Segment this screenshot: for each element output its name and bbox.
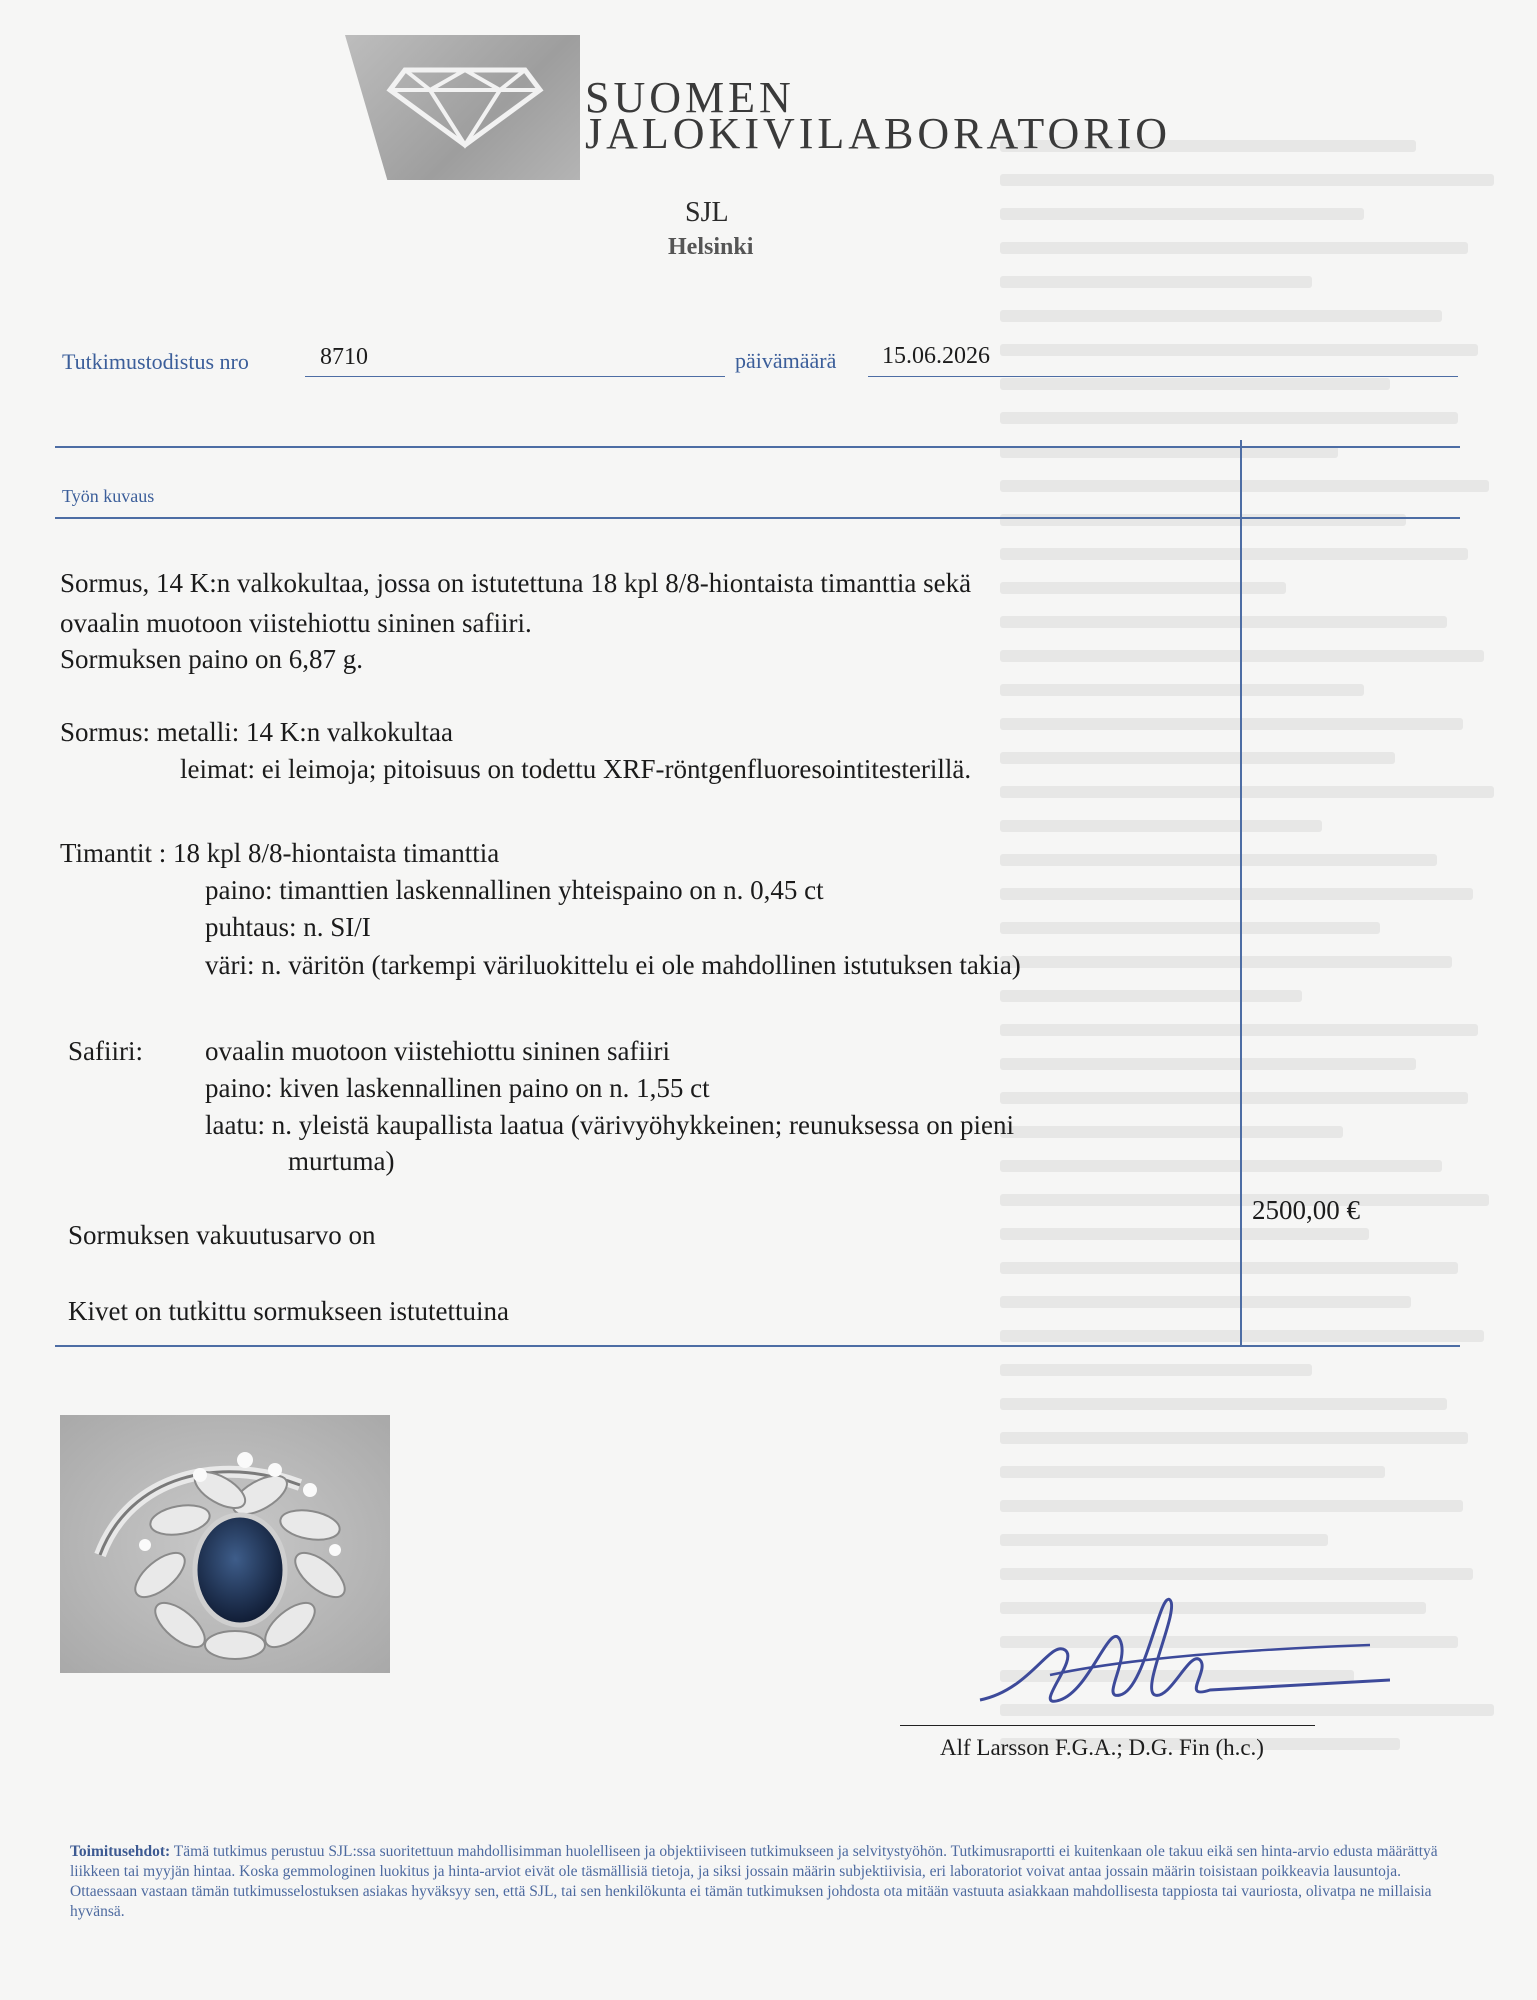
signer-name: Alf Larsson F.G.A.; D.G. Fin (h.c.) xyxy=(940,1735,1264,1760)
column-divider xyxy=(1240,440,1242,1346)
sapphire-quality: laatu: n. yleistä kaupallista laatua (värivyöhykkeinen; reunuksessa on pieni xyxy=(205,1110,1015,1140)
sapphire-quality-cont: murtuma) xyxy=(288,1146,395,1176)
org-name-line2: JALOKIVILABORATORIO xyxy=(585,109,1172,158)
diamonds-weight: paino: timanttien laskennallinen yhteispaino on n. 0,45 ct xyxy=(205,875,824,905)
sapphire-cut: ovaalin muotoon viistehiottu sininen safiiri xyxy=(205,1036,670,1066)
terms-text-2: Ottaessaan vastaan tämän tutkimusselostuksen asiakas hyväksyy sen, että SJL, tai sen henkilökunta ei tämän tutkimuksen johdosta ota mitään vastuuta asiakkaan mahdollisesta tappiosta tai vauriosta, olivatpa ne millaisia hyvänsä. xyxy=(70,1883,1432,1920)
signature-mark xyxy=(970,1580,1390,1730)
stones-note: Kivet on tutkittu sormukseen istutettuina xyxy=(68,1296,509,1326)
org-name-line1: SUOMEN xyxy=(585,73,795,122)
table-bottom-rule xyxy=(55,1345,1460,1347)
intro-line-2: ovaalin muotoon viistehiottu sininen safiiri. xyxy=(60,608,532,638)
insurance-value: 2500,00 € xyxy=(1252,1195,1360,1225)
work-description-label: Työn kuvaus xyxy=(62,486,155,506)
diamonds-color: väri: n. väritön (tarkempi väriluokittelu ei ole mahdollinen istutuksen takia) xyxy=(205,950,1021,980)
terms-text-1: Tämä tutkimus perustuu SJL:ssa suoritettuun mahdollisimman huolelliseen ja objektiiviseen tutkimukseen ja selvitystyöhön. Tutkimusraportti ei kuitenkaan ole takuu eikä sen hinta-arvio edusta määrättyä liikkeen tai myyjän hintaa. Koska gemmologinen luokitus ja hinta-arviot eivät ole täsmällisiä tietoja, ja siksi jossain määrin subjektiivisia, eri laboratoriot voivat antaa jossain määrin toisistaan poikkeavia lausuntoja. xyxy=(70,1843,1438,1880)
intro-line-1: Sormus, 14 K:n valkokultaa, jossa on istutettuna 18 kpl 8/8-hiontaista timanttia sekä xyxy=(60,568,972,598)
ring-metal-line: Sormus: metalli: 14 K:n valkokultaa xyxy=(60,717,453,747)
certificate-date: 15.06.2026 xyxy=(882,343,990,369)
ring-marks-line: leimat: ei leimoja; pitoisuus on todettu XRF-röntgenfluoresointitesterillä. xyxy=(180,754,972,784)
terms-block xyxy=(70,1842,1470,1922)
diamond-logo-icon xyxy=(385,50,545,150)
intro-line-3: Sormuksen paino on 6,87 g. xyxy=(60,644,363,674)
insurance-label: Sormuksen vakuutusarvo on xyxy=(68,1220,376,1250)
date-label: päivämäärä xyxy=(735,348,837,373)
sapphire-label: Safiiri: xyxy=(68,1036,143,1066)
certificate-number: 8710 xyxy=(320,344,368,370)
table-top-rule xyxy=(55,446,1460,448)
certificate-number-label: Tutkimustodistus nro xyxy=(62,349,249,374)
diamonds-line: Timantit : 18 kpl 8/8-hiontaista timanttia xyxy=(60,838,500,868)
header-bottom-rule xyxy=(55,517,1460,519)
org-city: Helsinki xyxy=(668,234,754,260)
org-abbreviation: SJL xyxy=(685,197,729,228)
sapphire-weight: paino: kiven laskennallinen paino on n. 1,55 ct xyxy=(205,1073,710,1103)
ring-photo xyxy=(60,1415,390,1673)
number-underline xyxy=(305,376,725,377)
diamonds-clarity: puhtaus: n. SI/I xyxy=(205,912,371,942)
date-underline xyxy=(868,376,1458,377)
signature-line xyxy=(900,1725,1315,1726)
terms-title: Toimitusehdot: xyxy=(70,1843,171,1860)
